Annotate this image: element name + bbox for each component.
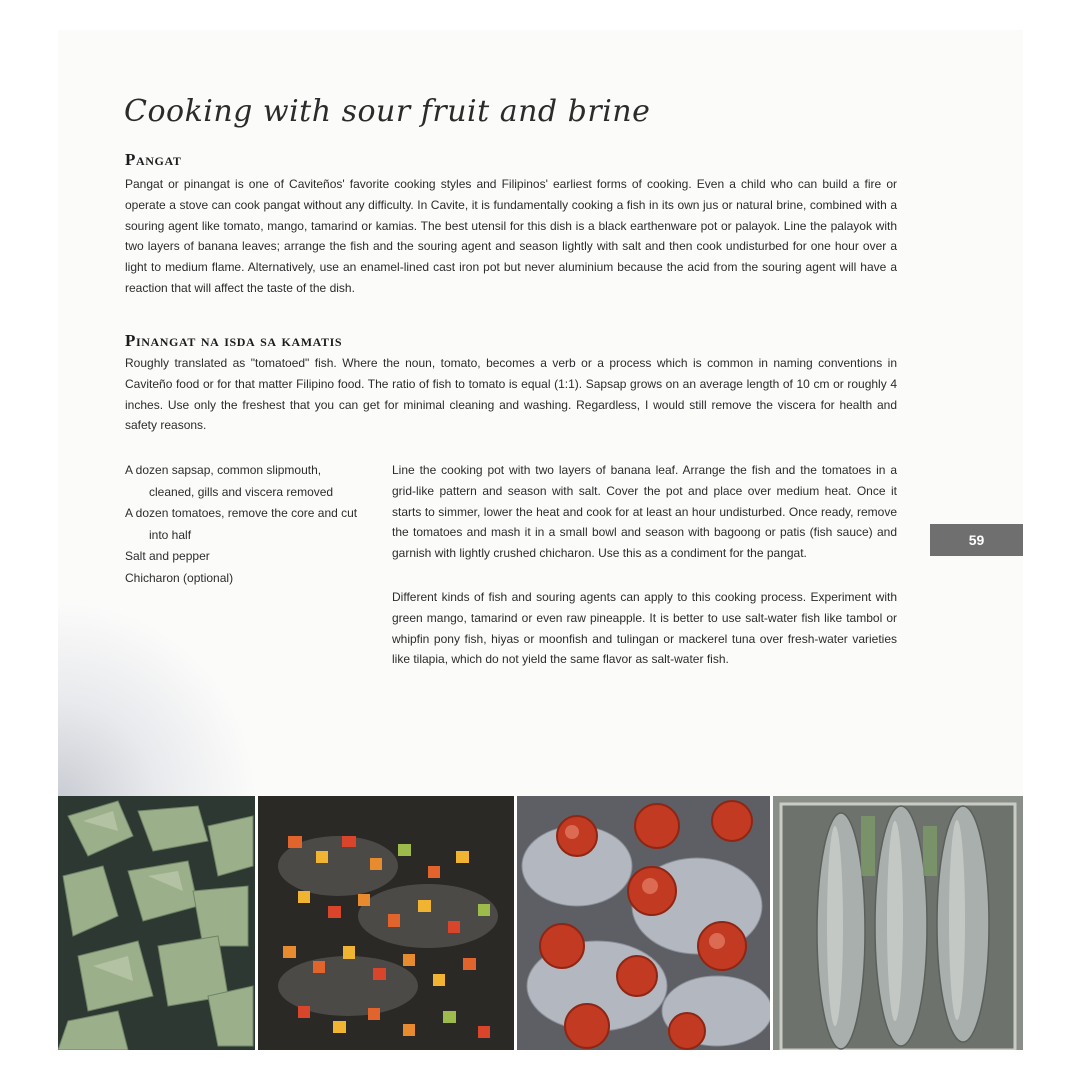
photo-banana-leaves xyxy=(58,796,255,1050)
photo-raw-fish-in-dish xyxy=(773,796,1023,1050)
pinangat-heading: Pinangat na isda sa kamatis xyxy=(125,331,343,350)
photo-strip xyxy=(58,796,1023,1050)
page-number-tab: 59 xyxy=(930,524,1023,556)
ingredient-item: A dozen sapsap, common slipmouth, cleaned, gills and viscera removed xyxy=(125,463,334,499)
photo-fish-with-tomatoes xyxy=(517,796,770,1050)
page-shadow xyxy=(58,600,258,800)
photo-chopped-vegetables xyxy=(258,796,514,1050)
page-title: Cooking with sour fruit and brine xyxy=(124,94,651,129)
method-paragraph-1: Line the cooking pot with two layers of banana leaf. Arrange the fish and the tomatoes in a grid-like pattern and season with salt. Cover the pot and place over medium heat. Once it starts to simmer, lower the heat and cook for at least an hour undisturbed. Once ready, remove the tomatoes and mash it in a small bowl and season with bagoong or patis (fish sauce) and garnish with lightly crushed chicharon. Use this as a condiment for the pangat. xyxy=(392,463,897,561)
ingredient-item: Chicharon (optional) xyxy=(125,570,234,585)
method-paragraph-2: Different kinds of fish and souring agents can apply to this cooking process. Experiment with green mango, tamarind or even raw pineapple. It is better to use salt-water fish like tambol or whipfin pony fish, hiyas or moonfish and tulingan or mackerel tuna over fresh-water varieties like tilapia, which do not yield the same flavor as salt-water fish. xyxy=(392,590,897,667)
pangat-heading: Pangat xyxy=(125,150,182,169)
ingredient-item: Salt and pepper xyxy=(125,549,210,563)
ingredient-list xyxy=(125,460,365,589)
ingredient-item: A dozen tomatoes, remove the core and cut into half xyxy=(125,506,358,542)
pinangat-paragraph: Roughly translated as "tomatoed" fish. Where the noun, tomato, becomes a verb or a process which is common in naming conventions in Caviteño food or for that matter Filipino food. The ratio of fish to tomato is equal (1:1). Sapsap grows on an average length of 10 cm or roughly 4 inches. Use only the freshest that you can get for minimal cleaning and washing. Regardless, I would still remove the viscera for health and safety reasons. xyxy=(125,356,897,433)
pangat-paragraph: Pangat or pinangat is one of Caviteños' favorite cooking styles and Filipinos' earliest forms of cooking. Even a child who can build a fire or operate a stove can cook pangat without any difficulty. In Cavite, it is fundamentally cooking a fish in its own jus or natural brine, combined with a souring agent like tomato, mango, tamarind or kamias. The best utensil for this dish is a black earthenware pot or palayok. Line the palayok with two layers of banana leaves; arrange the fish and the souring agent and season lightly with salt and then cook undisturbed for one hour over a light to medium flame. Alternatively, use an enamel-lined cast iron pot but never aluminium because the acid from the souring agent will have a reaction that will affect the taste of the dish. xyxy=(125,177,897,295)
